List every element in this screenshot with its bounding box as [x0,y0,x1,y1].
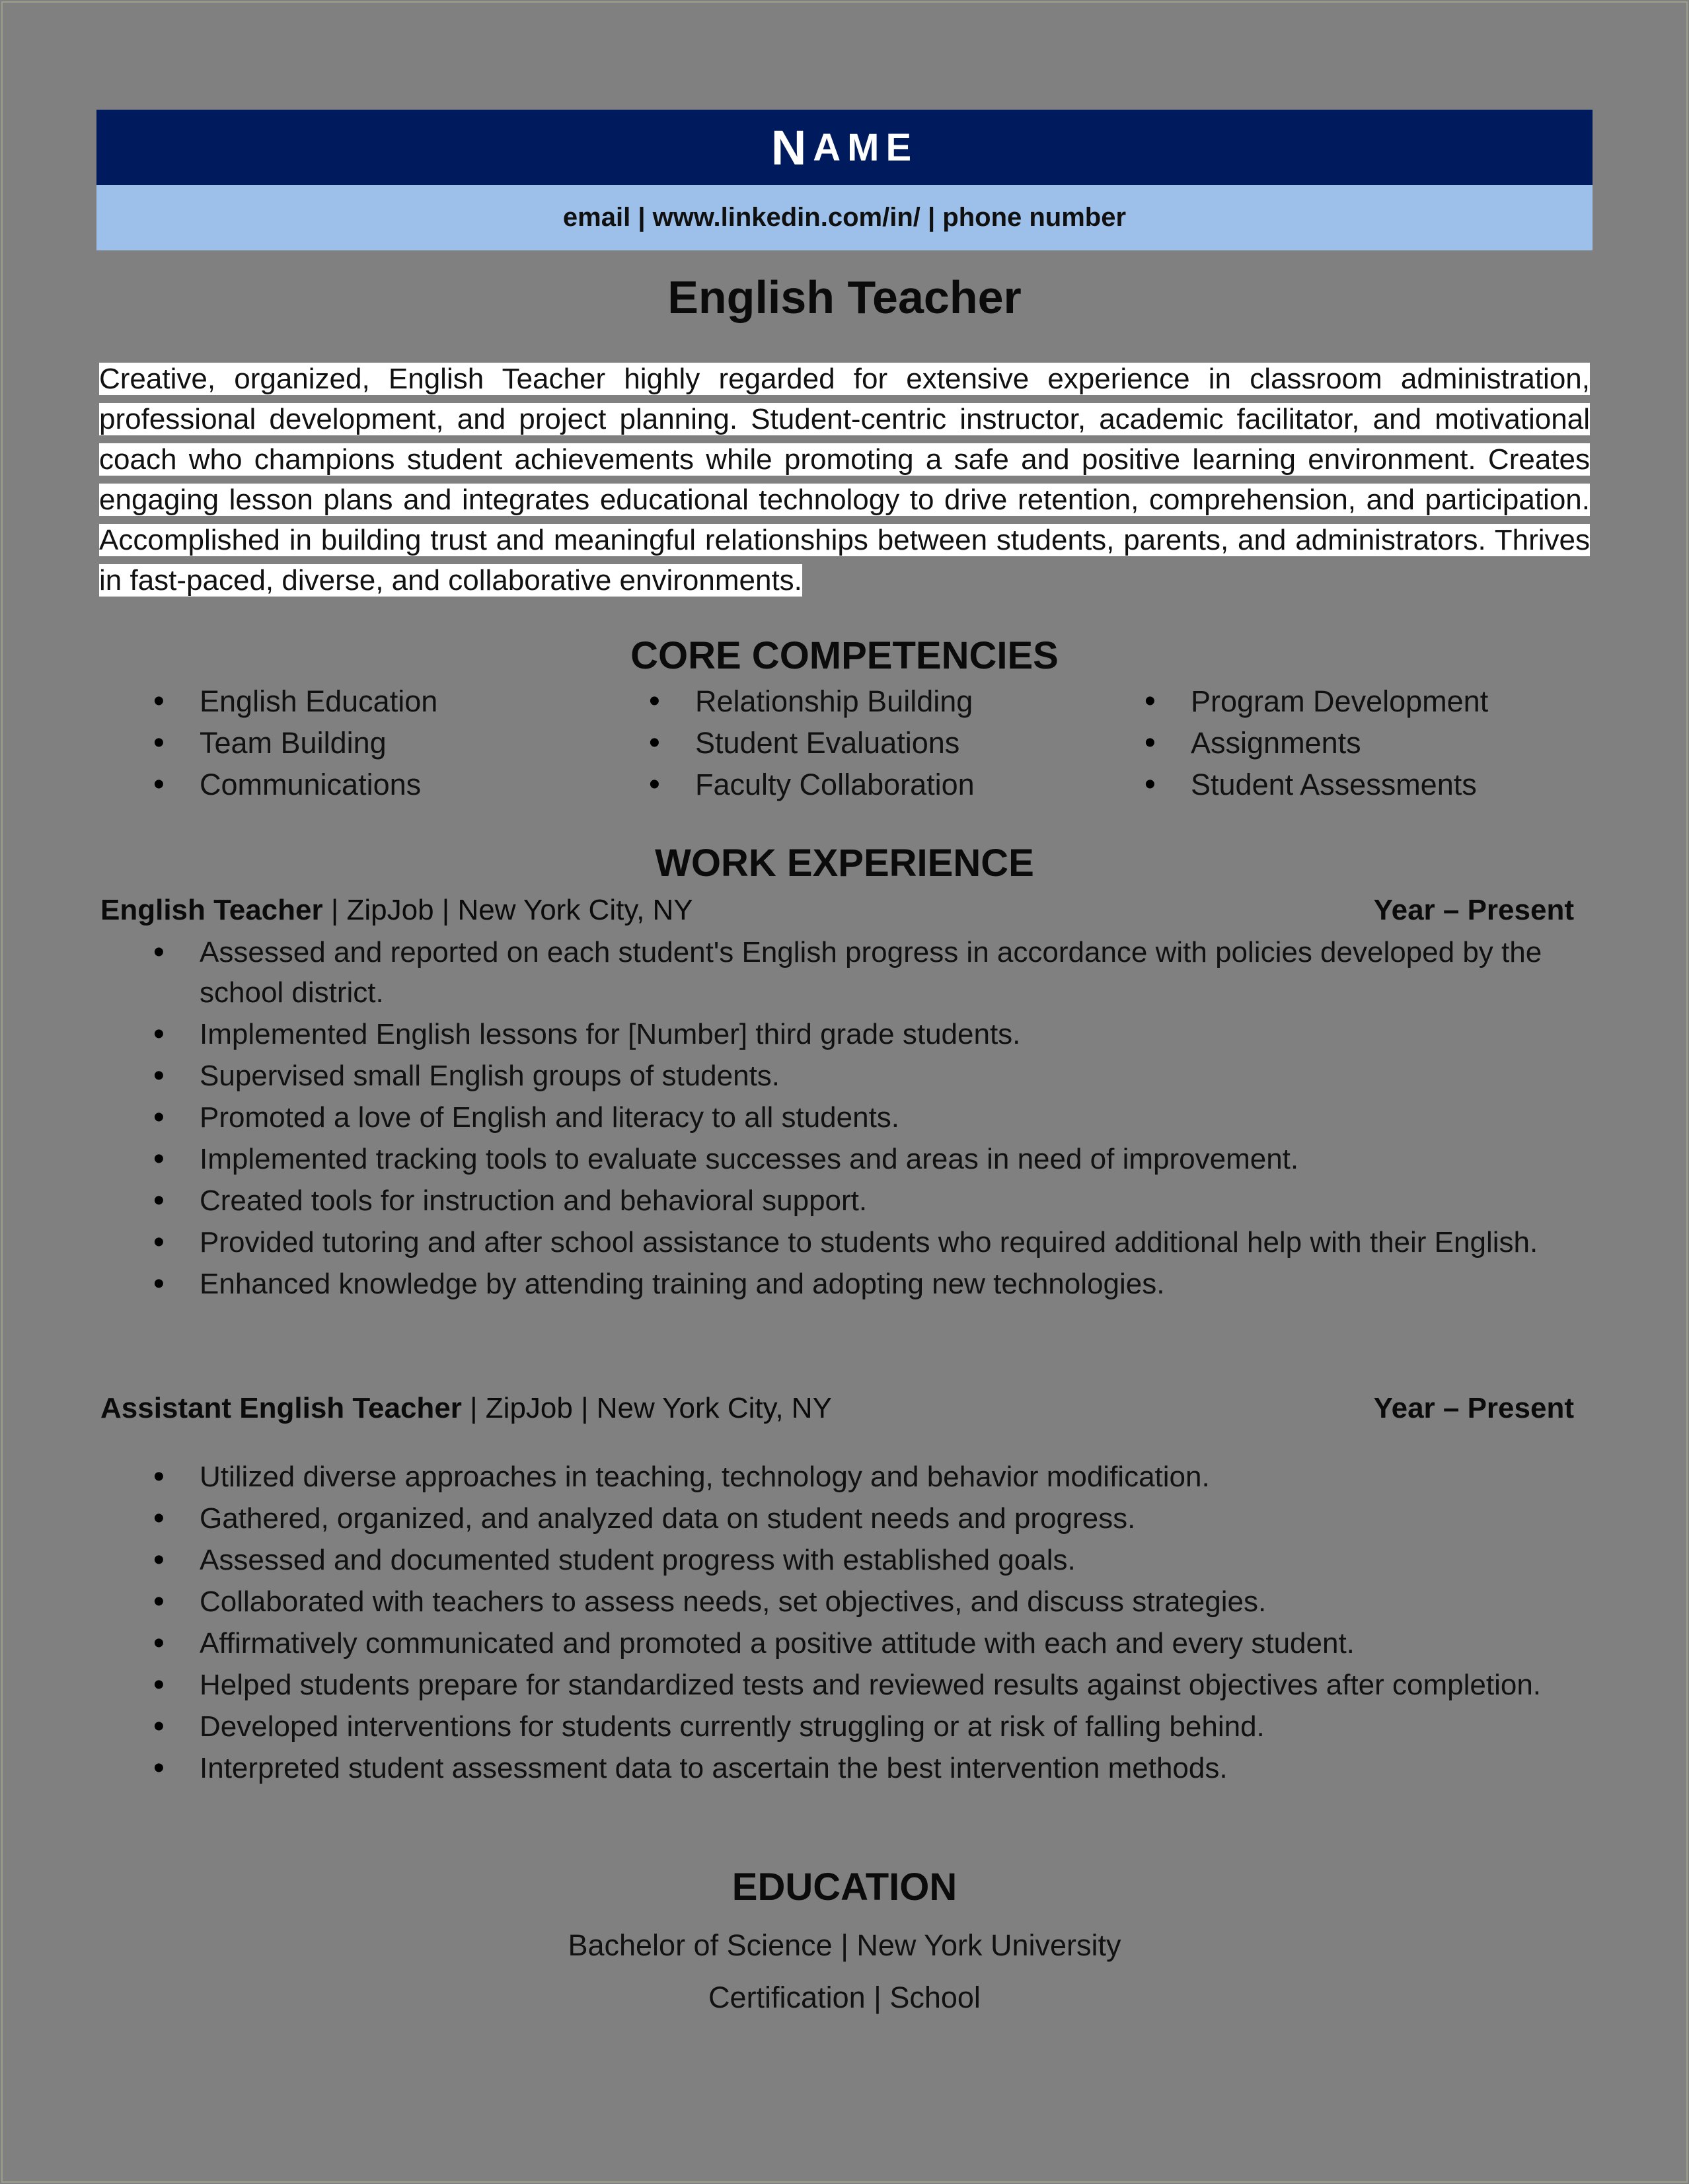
list-item: • Provided tutoring and after school assistance to students who required additional help with their English. [100,1222,1594,1262]
job-details: | ZipJob | New York City, NY [322,894,693,926]
list-item: • Assessed and documented student progress with established goals. [100,1540,1594,1580]
list-item: • Utilized diverse approaches in teaching, technology and behavior modification. [100,1457,1594,1497]
job-2-bullets [100,1457,1594,1790]
job-header-1 [100,891,1574,930]
competency-item: • Student Evaluations [596,722,975,764]
job-details: | ZipJob | New York City, NY [461,1392,832,1424]
education-certification: Certification | School [708,1981,981,2014]
name-banner [96,110,1593,185]
education-heading: EDUCATION [732,1866,957,1909]
summary-paragraph [99,359,1590,601]
list-item: • Developed interventions for students currently struggling or at risk of falling behind. [100,1706,1594,1747]
experience-heading: WORK EXPERIENCE [655,842,1034,885]
contact-info: email | www.linkedin.com/in/ | phone number [562,203,1127,232]
education-degree: Bachelor of Science | New York University [568,1928,1121,1962]
contact-banner [96,185,1593,250]
list-item: • Supervised small English groups of students. [100,1056,1594,1096]
competency-item: • Assignments [1092,722,1488,764]
job-role: Assistant English Teacher [100,1392,462,1424]
list-item: • Interpreted student assessment data to ascertain the best intervention methods. [100,1748,1594,1788]
job-1-bullets [100,932,1594,1305]
summary-text: Creative, organized, English Teacher highly regarded for extensive experience in classroom administration, professional development, and project planning. Student-centric instructor, academic facilitator, and motivational coach who champions student achievements while promoting a safe and positive learning environment. Creates engaging lesson plans and integrates educational technology to drive retention, comprehension, and participation. Accomplished in building trust and meaningful relationships between students, parents, and administrators. Thrives in fast-paced, diverse, and collaborative environments. [99,363,1590,597]
name-initial: N [770,120,813,175]
competencies-column-2 [596,680,975,805]
competency-item: • Relationship Building [596,680,975,722]
competencies-column-1 [100,680,437,805]
list-item: • Collaborated with teachers to assess needs, set objectives, and discuss strategies. [100,1582,1594,1622]
list-item: • Gathered, organized, and analyzed data on student needs and progress. [100,1498,1594,1539]
job-role: English Teacher [100,894,323,926]
competencies-heading: CORE COMPETENCIES [630,634,1059,677]
resume-title: English Teacher [667,272,1022,323]
list-item: • Enhanced knowledge by attending training and adopting new technologies. [100,1264,1594,1304]
competency-item: • English Education [100,680,437,722]
job-header-2 [100,1389,1574,1428]
list-item: • Affirmatively communicated and promoted a positive attitude with each and every student. [100,1623,1594,1663]
competencies-column-3 [1092,680,1488,805]
job-dates: Year – Present [1373,894,1574,926]
competency-item: • Student Assessments [1092,764,1488,805]
list-item: • Promoted a love of English and literacy to all students. [100,1097,1594,1138]
list-item: • Created tools for instruction and behavioral support. [100,1181,1594,1221]
list-item: • Assessed and reported on each student's English progress in accordance with policies developed by the school district. [100,932,1594,1013]
job-dates: Year – Present [1373,1392,1574,1424]
list-item: • Implemented tracking tools to evaluate successes and areas in need of improvement. [100,1139,1594,1179]
competency-item: • Program Development [1092,680,1488,722]
competency-item: • Faculty Collaboration [596,764,975,805]
list-item: • Helped students prepare for standardized tests and reviewed results against objectives after completion. [100,1665,1594,1705]
list-item: • Implemented English lessons for [Number] third grade students. [100,1014,1594,1054]
name-rest: AME [813,126,919,169]
competency-item: • Team Building [100,722,437,764]
competency-item: • Communications [100,764,437,805]
